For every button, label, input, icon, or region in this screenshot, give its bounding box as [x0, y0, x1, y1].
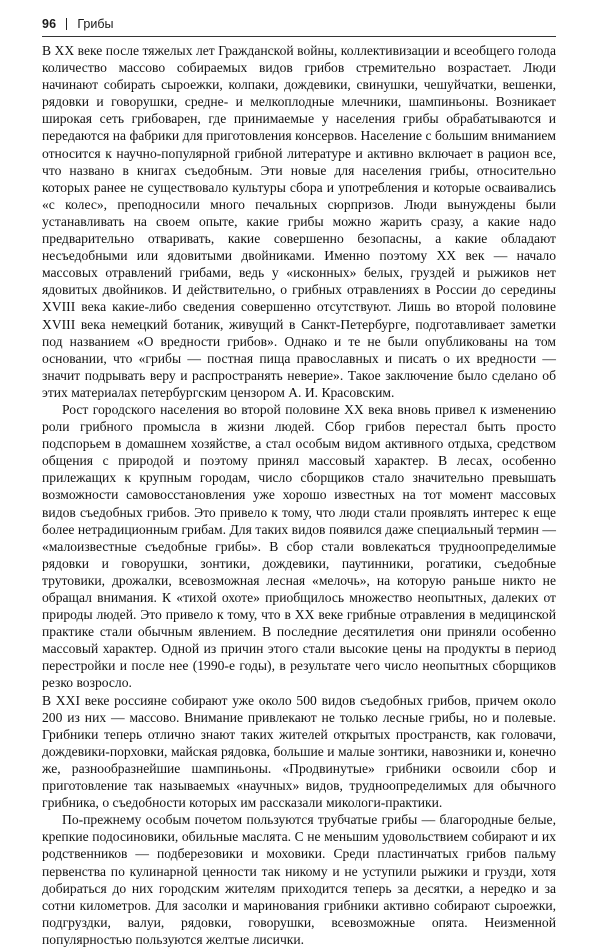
paragraph: В XX веке после тяжелых лет Гражданской войны, коллективизации и всеобщего голода количество массово собираемых видов грибов стремительно возрастает. Люди начинают собирать сыроежки, колпаки, дождевики, свинушки, чешуйчатки, вешенки, рядовки и говорушки, средне- и мелкоплодные млечники, шампиньоны. Возникает широкая сеть грибоварен, где принимаемые у населения грибы обрабатываются и передаются на фабрики для приготовления консервов. Население с большим вниманием относится к научно-популярной грибной литературе и активно включает в рацион все, что названо в книгах съедобным. Эти новые для населения грибы, относительно которых ранее не существовало культуры сбора и употребления и которые осваивались «с колес», преподносили много печальных сюрпризов. Люди вынуждены были устанавливать на своем опыте, какие грибы можно жарить сразу, а какие надо предварительно отваривать, какие совершенно безопасны, а какие обладают несъедобными или ядовитыми двойниками. Именно поэтому XX век — начало массовых отравлений грибами, ведь у «исконных» белых, груздей и рыжиков нет ядовитых двойников. И действительно, о грибных отравлениях в России до середины XVIII века какие-либо сведения совершенно отсутствуют. Лишь во второй половине XVIII века немецкий ботаник, живущий в Санкт-Петербурге, подготавливает заметки под названием «О вредности грибов». Однако и те не были опубликованы на том основании, что «грибы — постная пища православных и писать о их вредности — значит подрывать веру и распространять неверие». Такое заключение было сделано об этих материалах петербургским цензором А. И. Красовским. [42, 43, 556, 400]
paragraph: По-прежнему особым почетом пользуются трубчатые грибы — благородные белые, крепкие подосиновики, обильные маслята. С не меньшим удовольствием собирают и их родственников — подберезовики и моховики. Среди пластинчатых грибов пальму первенства по кулинарной ценности так никому и не уступили рыжики и грузди, хотя добираться до них городским жителям приходится теперь за десятки, а нередко и за сотни километров. Для засолки и маринования грибники активно собирают сыроежки, подгруздки, валуи, рядовки, говорушки, всевозможные опята. Неизменной популярностью пользуются желтые лисички. [42, 812, 556, 947]
paragraph: Рост городского населения во второй половине XX века вновь привел к изменению роли грибного промысла в жизни людей. Сбор грибов перестал быть просто подспорьем в домашнем хозяйстве, а стал особым видом активного отдыха, средством общения с природой и поэтому принял массовый характер. В лесах, особенно прилежащих к крупным городам, число сборщиков стало значительно превышать возможности самовосстановления уже хорошо известных на тот момент массовых видов съедобных грибов. Это привело к тому, что люди стали проявлять интерес к еще более нетрадиционным грибам. Для таких видов появился даже специальный термин — «малоизвестные съедобные грибы». В сбор стали вовлекаться трудноопределимые рядовки и говорушки, зонтики, дождевики, паутинники, рогатики, съедобные трутовики, дрожалки, всевозможная лесная «мелочь», на которую раньше никто не обращал внимания. К «тихой охоте» приобщилось множество неопытных, далеких от природы людей. Это привело к тому, что в XX веке грибные отравления в медицинской практике стали обычным явлением. В последние десятилетия они приняли особенно массовый характер. Одной из причин этого стали высокие цены на продукты в период перестройки и после нее (1990-е годы), в результате чего число неопытных сборщиков резко возросло. [42, 401, 556, 691]
header-separator [66, 18, 67, 30]
running-title: Грибы [77, 17, 114, 31]
body-text [42, 42, 556, 948]
header-rule [42, 36, 556, 37]
page-number: 96 [42, 17, 57, 31]
paragraph: В XXI веке россияне собирают уже около 500 видов съедобных грибов, причем около 200 из них — массово. Внимание привлекают не только лесные грибы, но и полевые. Грибники теперь отлично знают таких жителей открытых пространств, как головачи, дождевики-порховки, майская рядовка, большие и малые зонтики, навозники и, конечно же, разнообразнейшие шампиньоны. «Продвинутые» грибники освоили сбор и приготовление так называемых «научных» видов, трудноопределимых для обычного грибника, о съедобности которых им рассказали микологи-практики. [42, 692, 556, 811]
running-head [42, 14, 113, 34]
